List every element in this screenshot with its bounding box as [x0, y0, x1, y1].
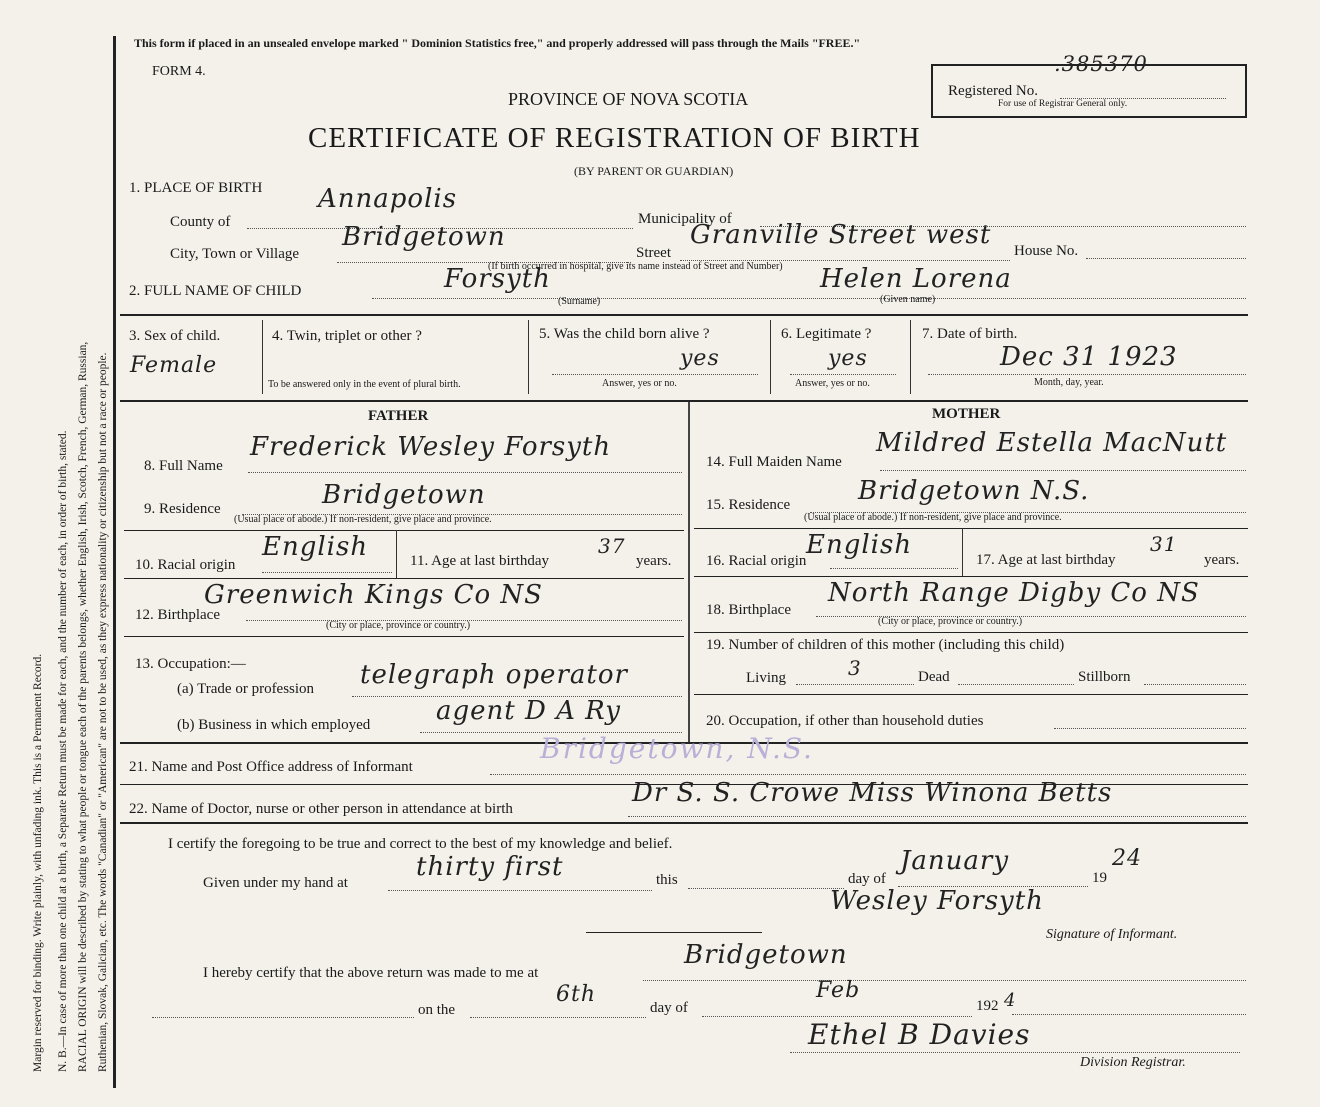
- house-dots: [1086, 258, 1246, 259]
- living-label: Living: [746, 670, 786, 686]
- hospital-note: (If birth occurred in hospital, give its name instead of Street and Number): [488, 261, 783, 272]
- mother-residence: Bridgetown N.S.: [858, 476, 1090, 506]
- this-label: this: [656, 872, 678, 888]
- legitimate-dots: [790, 374, 896, 375]
- form-number: FORM 4.: [152, 64, 206, 79]
- father-birthplace-label: 12. Birthplace: [135, 607, 220, 623]
- sex-label: 3. Sex of child.: [129, 328, 221, 344]
- child-given-name: Helen Lorena: [820, 264, 1012, 294]
- children-count-label: 19. Number of children of this mother (including this child): [706, 637, 1065, 653]
- father-trade-label: (a) Trade or profession: [177, 681, 315, 697]
- father-business-label: (b) Business in which employed: [177, 717, 371, 733]
- living-value: 3: [848, 656, 862, 680]
- row3-div-1: [262, 320, 263, 394]
- child-name-label: 2. FULL NAME OF CHILD: [129, 283, 302, 299]
- row3-div-2: [528, 320, 529, 394]
- reg-month-dots: [702, 1016, 972, 1017]
- mother-birthplace-label: 18. Birthplace: [706, 602, 791, 618]
- registrar-sig-dots: [790, 1052, 1240, 1053]
- municipality-label: Municipality of: [638, 211, 732, 227]
- dob-dots: [928, 374, 1246, 375]
- this-dots: [688, 888, 844, 889]
- given-at-value: thirty first: [416, 852, 564, 882]
- father-age: 37: [598, 534, 626, 558]
- child-name-dots: [372, 298, 1246, 299]
- father-business: agent D A Ry: [436, 696, 621, 726]
- on-the-lead-dots: [152, 1017, 414, 1018]
- father-rule-1: [124, 530, 684, 531]
- father-racial: English: [262, 532, 369, 562]
- doctor-value: Dr S. S. Crowe Miss Winona Betts: [632, 778, 1113, 808]
- doctor-label: 22. Name of Doctor, nurse or other person in attendance at birth: [129, 801, 513, 817]
- mother-birthplace: North Range Digby Co NS: [828, 578, 1200, 608]
- registration-note: For use of Registrar General only.: [998, 99, 1128, 109]
- legitimate-value: yes: [828, 346, 868, 371]
- father-age-label: 11. Age at last birthday: [410, 553, 549, 569]
- dead-label: Dead: [918, 669, 950, 685]
- mother-age: 31: [1150, 532, 1178, 556]
- rule-above-row3: [120, 314, 1248, 316]
- father-age-div: [396, 530, 397, 578]
- father-rule-2: [124, 578, 684, 579]
- father-residence-caption: (Usual place of abode.) If non-resident, give place and province.: [234, 514, 492, 525]
- county-value: Annapolis: [318, 184, 458, 214]
- given-name-caption: (Given name): [880, 294, 936, 305]
- alive-caption: Answer, yes or no.: [602, 378, 677, 389]
- father-name-label: 8. Full Name: [144, 458, 223, 474]
- mother-years: years.: [1204, 552, 1240, 568]
- certificate-title: CERTIFICATE OF REGISTRATION OF BIRTH: [308, 122, 921, 154]
- street-label: Street: [636, 245, 671, 261]
- rule-above-parents: [120, 400, 1248, 402]
- mother-name-dots: [880, 470, 1246, 471]
- sex-value: Female: [130, 353, 218, 378]
- father-residence: Bridgetown: [322, 480, 486, 510]
- registration-label: Registered No.: [948, 83, 1038, 99]
- father-birthplace: Greenwich Kings Co NS: [204, 580, 543, 610]
- year-suffix: 24: [1112, 846, 1142, 871]
- year-prefix: 19: [1092, 870, 1107, 886]
- mother-heading: MOTHER: [932, 406, 1001, 422]
- informant-signature-caption: Signature of Informant.: [1046, 927, 1178, 942]
- certificate-subtitle: (BY PARENT OR GUARDIAN): [574, 164, 734, 178]
- county-label: County of: [170, 214, 231, 230]
- house-number-label: House No.: [1014, 243, 1079, 259]
- province-heading: PROVINCE OF NOVA SCOTIA: [508, 89, 749, 109]
- mother-name: Mildred Estella MacNutt: [876, 428, 1228, 458]
- twin-note: To be answered only in the event of plural birth.: [268, 379, 461, 390]
- binding-margin-rule: [113, 36, 116, 1088]
- given-under-hand-label: Given under my hand at: [203, 875, 348, 891]
- informant-signature: Wesley Forsyth: [830, 886, 1044, 916]
- mother-racial-label: 16. Racial origin: [706, 553, 807, 569]
- mother-age-label: 17. Age at last birthday: [976, 552, 1116, 568]
- father-rule-3: [124, 636, 684, 637]
- margin-note-3: RACIAL ORIGIN will be described by stating to what people or tongue each of the parents belongs, whether English, Irish, Scotch, French, German, Russian,: [77, 341, 89, 1072]
- informant-label: 21. Name and Post Office address of Informant: [129, 759, 413, 775]
- living-dots: [796, 684, 914, 685]
- row3-div-4: [910, 320, 911, 394]
- mother-name-label: 14. Full Maiden Name: [706, 454, 842, 470]
- dead-dots: [958, 684, 1074, 685]
- registrar-signature: Ethel B Davies: [808, 1018, 1031, 1051]
- registrar-statement: I hereby certify that the above return was made to me at: [203, 965, 539, 981]
- street-value: Granville Street west: [690, 220, 992, 250]
- father-years: years.: [636, 553, 672, 569]
- father-heading: FATHER: [368, 408, 429, 424]
- alive-label: 5. Was the child born alive ?: [539, 326, 710, 342]
- margin-note-4: Ruthenian, Slovak, Galician, etc. The words "Canadian" or "American" are not to be used, as they express nationality or citizenship but not a race or people.: [97, 352, 109, 1072]
- registration-place: Bridgetown: [684, 940, 848, 970]
- city-value: Bridgetown: [342, 222, 506, 252]
- short-separator: [586, 932, 762, 933]
- informant-dots: [490, 774, 1246, 775]
- mother-racial: English: [806, 530, 913, 560]
- legitimate-label: 6. Legitimate ?: [781, 326, 872, 342]
- mother-rule-3: [694, 632, 1248, 633]
- mother-residence-label: 15. Residence: [706, 497, 791, 513]
- given-at-dots: [388, 890, 652, 891]
- mother-birthplace-caption: (City or place, province or country.): [878, 616, 1023, 627]
- reg-day-of-label: day of: [650, 1000, 688, 1016]
- twin-label: 4. Twin, triplet or other ?: [272, 328, 422, 344]
- registration-month: Feb: [816, 978, 861, 1003]
- surname-caption: (Surname): [558, 296, 601, 307]
- dob-label: 7. Date of birth.: [922, 326, 1018, 342]
- mother-rule-2: [694, 576, 1248, 577]
- father-residence-label: 9. Residence: [144, 501, 221, 517]
- father-birthplace-caption: (City or place, province or country.): [326, 620, 471, 631]
- parents-divider: [688, 402, 690, 742]
- reg-year-suffix: 4: [1004, 990, 1017, 1011]
- mother-occupation-label: 20. Occupation, if other than household duties: [706, 713, 984, 729]
- father-racial-dots: [262, 572, 392, 573]
- city-label: City, Town or Village: [170, 246, 300, 262]
- day-of-label: day of: [848, 871, 886, 887]
- registration-number: .385370: [1054, 52, 1148, 76]
- dob-caption: Month, day, year.: [1034, 377, 1104, 388]
- row3-div-3: [770, 320, 771, 394]
- informant-stamp: Bridgetown, N.S.: [540, 732, 814, 765]
- margin-note-2: N. B.—In case of more than one child at a birth, a Separate Return must be made for each, and the number of each, in order of birth, stated.: [57, 430, 69, 1072]
- legitimate-caption: Answer, yes or no.: [795, 378, 870, 389]
- rule-22: [120, 822, 1248, 824]
- certify-statement: I certify the foregoing to be true and correct to the best of my knowledge and belief.: [168, 836, 673, 852]
- mother-age-div: [962, 528, 963, 576]
- reg-year-dots: [1012, 1014, 1246, 1015]
- place-of-birth-label: 1. PLACE OF BIRTH: [129, 180, 263, 196]
- reg-day-dots: [470, 1017, 646, 1018]
- registration-day: 6th: [556, 982, 597, 1007]
- certify-month: January: [900, 846, 1010, 876]
- doctor-dots: [628, 816, 1246, 817]
- father-name-dots: [248, 472, 682, 473]
- dob-value: Dec 31 1923: [1000, 342, 1178, 372]
- mother-residence-caption: (Usual place of abode.) If non-resident, give place and province.: [804, 512, 1062, 523]
- mother-rule-4: [694, 694, 1248, 695]
- mother-rule-1: [694, 528, 1248, 529]
- father-occupation-label: 13. Occupation:—: [135, 656, 246, 672]
- stillborn-dots: [1144, 684, 1246, 685]
- stillborn-label: Stillborn: [1078, 669, 1131, 685]
- on-the-label: on the: [418, 1002, 456, 1018]
- father-trade: telegraph operator: [360, 660, 628, 690]
- alive-value: yes: [680, 346, 720, 371]
- registration-place-dots: [643, 980, 1246, 981]
- registrar-caption: Division Registrar.: [1080, 1055, 1186, 1070]
- mother-occ-dots: [1054, 728, 1246, 729]
- father-racial-label: 10. Racial origin: [135, 557, 236, 573]
- mail-note: This form if placed in an unsealed envelope marked " Dominion Statistics free," and properly addressed will pass through the Mails "FREE.": [134, 36, 861, 50]
- reg-year-prefix: 192: [976, 998, 999, 1014]
- father-name: Frederick Wesley Forsyth: [250, 432, 612, 462]
- alive-dots: [552, 374, 758, 375]
- child-surname: Forsyth: [444, 264, 551, 294]
- margin-note-1: Margin reserved for binding. Write plainly, with unfading ink. This is a Permanent Record.: [32, 653, 44, 1072]
- mother-racial-dots: [830, 568, 958, 569]
